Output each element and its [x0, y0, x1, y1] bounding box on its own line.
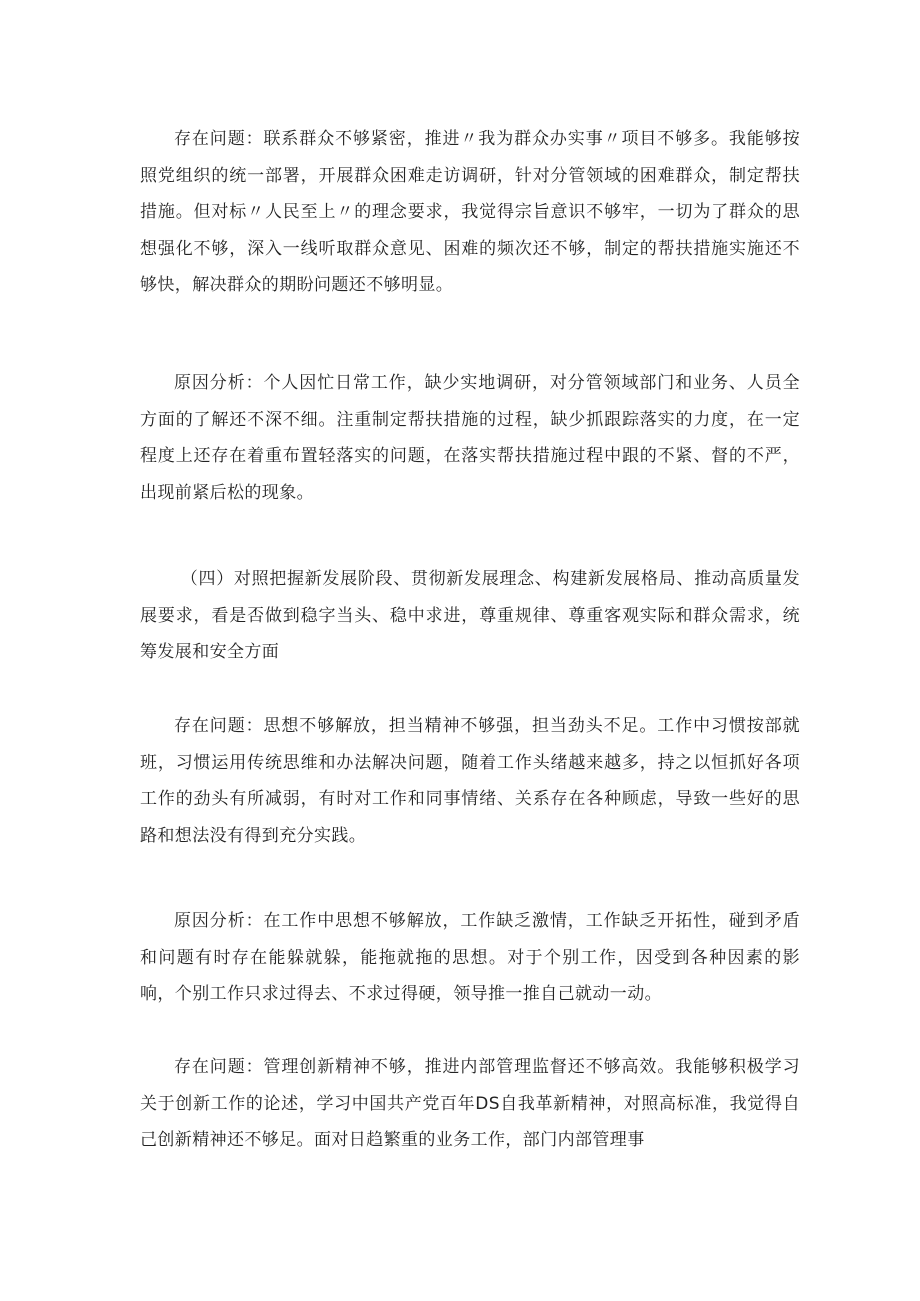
paragraph-problem-1: 存在问题：联系群众不够紧密，推进〃我为群众办实事〃项目不够多。我能够按照党组织的统一部署，开展群众困难走访调研，针对分管领域的困难群众，制定帮扶措施。但对标〃人民至上〃的理念要求，我觉得宗旨意识不够牢，一切为了群众的思想强化不够，深入一线听取群众意见、困难的频次还不够，制定的帮扶措施实施还不够快，解决群众的期盼问题还不够明显。: [140, 129, 800, 295]
section-heading-4: （四）对照把握新发展阶段、贯彻新发展理念、构建新发展格局、推动高质量发展要求，看是否做到稳字当头、稳中求进，尊重规律、尊重客观实际和群众需求，统筹发展和安全方面: [140, 569, 800, 662]
paragraph-problem-3: 存在问题：管理创新精神不够，推进内部管理监督还不够高效。我能够积极学习关于创新工作的论述，学习中国共产党百年DS自我革新精神，对照高标准，我觉得自己创新精神还不够足。面对日趋繁重的业务工作，部门内部管理事: [140, 1057, 800, 1150]
paragraph-cause-1: 原因分析：个人因忙日常工作，缺少实地调研，对分管领域部门和业务、人员全方面的了解还不深不细。注重制定帮扶措施的过程，缺少抓跟踪落实的力度，在一定程度上还存在着重布置轻落实的问题，在落实帮扶措施过程中跟的不紧、督的不严，出现前紧后松的现象。: [140, 373, 800, 503]
paragraph-cause-2: 原因分析：在工作中思想不够解放，工作缺乏激情，工作缺乏开拓性，碰到矛盾和问题有时存在能躲就躲，能拖就拖的思想。对于个别工作，因受到各种因素的影响，个别工作只求过得去、不求过得硬，领导推一推自己就动一动。: [140, 911, 800, 1004]
paragraph-problem-2: 存在问题：思想不够解放，担当精神不够强，担当劲头不足。工作中习惯按部就班，习惯运用传统思维和办法解决问题，随着工作头绪越来越多，持之以恒抓好各项工作的劲头有所减弱，有时对工作和同事情绪、关系存在各种顾虑，导致一些好的思路和想法没有得到充分实践。: [140, 716, 800, 846]
